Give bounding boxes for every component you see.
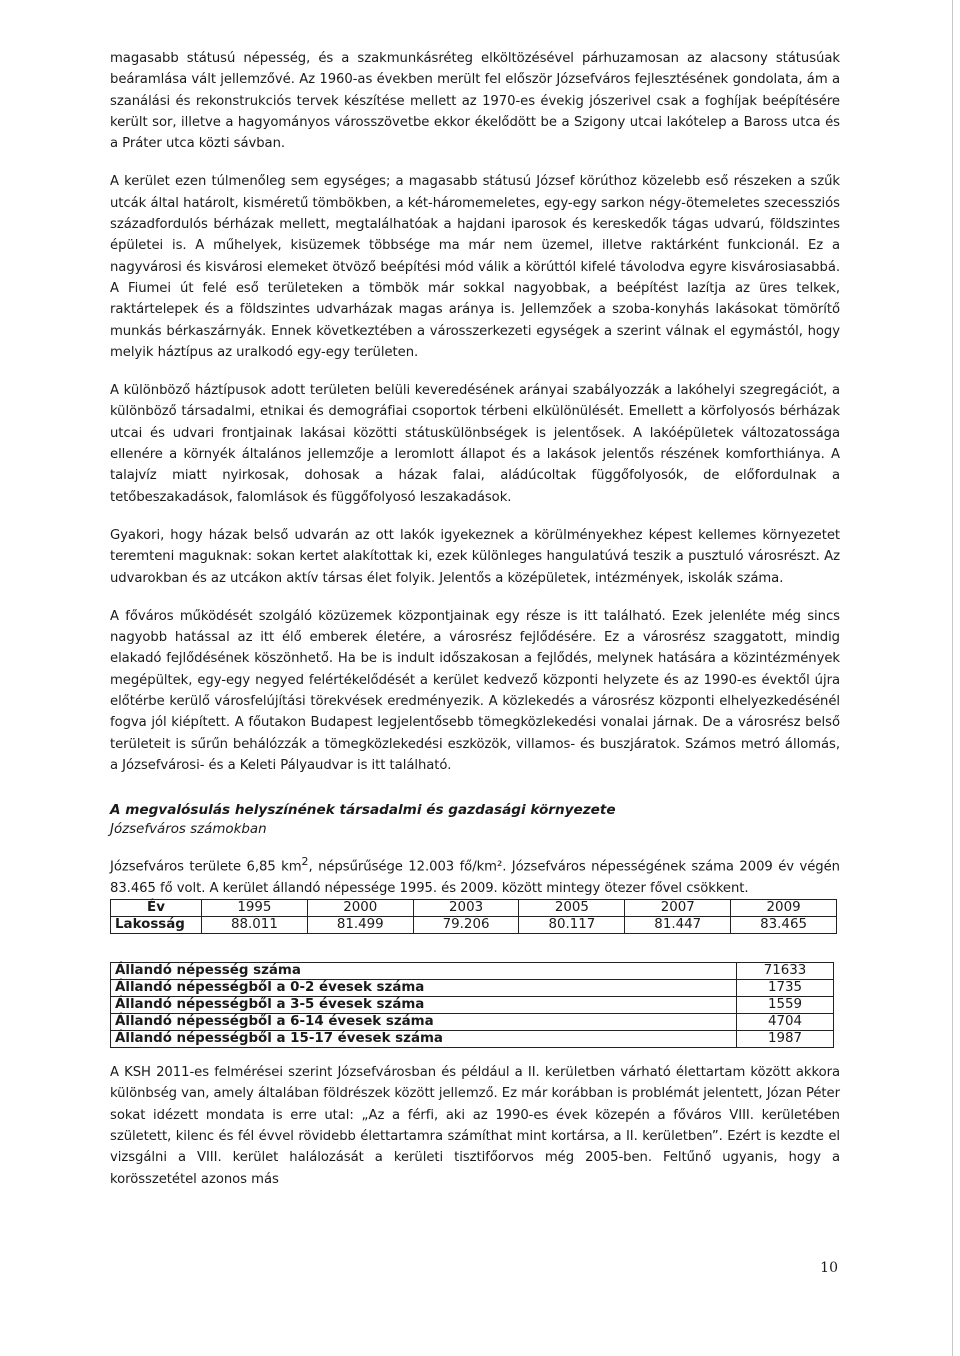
table-row — [111, 963, 834, 980]
paragraph-segregation: A különböző háztípusok adott területen belüli keveredésének arányai szabályozzák a lakóhelyi szegregációt, a különböző társadalmi, etnikai és demográfiai csoportok térbeni elkülönülését. Emellett a körfolyosós bérházak utcai és udvari frontjainak lakásai közötti státuskülönbségek is jelentősek. A lakóépületek változatossága ellenére a környék általános jellemzője a leromlott állapot és a lakások jelentős részének komforthiánya. A talajvíz miatt nyirkosak, dohosak a házak falai, aládúcoltak függőfolyosók, de előfordulnak a tetőbeszakadások, falomlások és függőfolyosó leszakadások. — [110, 383, 840, 505]
population-cell: 80.117 — [519, 917, 625, 934]
population-cell: 83.465 — [731, 917, 837, 934]
resident-value-cell: 71633 — [737, 963, 834, 980]
year-header-cell: Év — [111, 900, 202, 917]
resident-label-cell: Állandó népesség száma — [111, 963, 737, 980]
population-header-cell: Lakosság — [111, 917, 202, 934]
paragraph-utilities-transport: A főváros működését szolgáló közüzemek központjainak egy része is itt található. Ezek jelenléte még sincs nagyobb hatással az itt élő emberek életére, a városrész fejlődésére. Ez a városrész szaggatott, mindig elakadó fejlődésének köszönhető. Ha be is indult időszakosan a fejlődés, melynek hatására a közintézmények megépültek, egy-egy negyed felértékelődését a kerület kedvező központi helyzete és az 1990-es évektől újra előtérbe kerülő városfelújítási törekvések eredményezik. A közlekedés a városrész központi elhelyezkedésénél fogva jól kiépített. A főutakon Budapest legjelentősebb tömegközlekedési vonalai járnak. De a városrész belső területeit is sűrűn behálózzák a tömegközlekedési eszközök, villamos- és buszjáratok. Számos metró állomás, a Józsefvárosi- és a Keleti Pályaudvar is itt található. — [110, 608, 840, 773]
resident-value-cell: 1987 — [737, 1031, 834, 1048]
resident-label-cell: Állandó népességből a 0-2 évesek száma — [111, 980, 737, 997]
table-row — [111, 980, 834, 997]
intro-text-area: Józsefváros területe 6,85 km — [110, 859, 302, 875]
resident-population-table — [110, 962, 834, 1048]
document-page — [110, 48, 840, 1207]
resident-label-cell: Állandó népességből a 3-5 évesek száma — [111, 997, 737, 1014]
year-cell: 2009 — [731, 900, 837, 917]
population-cell: 79.206 — [413, 917, 519, 934]
population-cell: 88.011 — [202, 917, 308, 934]
table-row-years — [111, 900, 837, 917]
year-cell: 1995 — [202, 900, 308, 917]
resident-value-cell: 1735 — [737, 980, 834, 997]
intro-text-rest: , népsűrűsége 12.003 fő/km². Józsefváros népességének száma 2009 év végén 83.465 fő volt. A kerület állandó népessége 1995. és 2009. között mintegy ötezer fővel csökkent. — [110, 859, 840, 896]
year-cell: 2003 — [413, 900, 519, 917]
table-row-population — [111, 917, 837, 934]
resident-value-cell: 1559 — [737, 997, 834, 1014]
year-cell: 2007 — [625, 900, 731, 917]
table-row — [111, 1014, 834, 1031]
intro-superscript: 2 — [301, 855, 309, 869]
year-cell: 2000 — [307, 900, 413, 917]
population-cell: 81.499 — [307, 917, 413, 934]
section-heading: A megvalósulás helyszínének társadalmi és gazdasági környezete — [110, 802, 616, 819]
paragraph-life-expectancy: A KSH 2011-es felmérései szerint Józsefvárosban és például a II. kerületben várható élettartam között akkora különbség van, amely általában földrészek között jellemző. Ez már korábban is problémát jelentett, Józan Péter sokat idézett mondata is erre utal: „Az a férfi, aki az 1990-es évek közepén a főváros VIII. kerületében született, kilenc és fél évvel rövidebb élettartamra számíthat mint kortársa, a II. kerületben”. Ezért is kezdte el vizsgálni a VIII. kerület halálozását a kerületi tisztifőorvos még 2005-ben. Feltűnő ugyanis, hogy a korösszetétel azonos más — [110, 1065, 840, 1187]
resident-label-cell: Állandó népességből a 15-17 évesek száma — [111, 1031, 737, 1048]
population-cell: 81.447 — [625, 917, 731, 934]
population-by-year-table — [110, 899, 837, 934]
scan-edge-line — [952, 0, 953, 1356]
page-number: 10 — [820, 1260, 838, 1276]
section-subheading: Józsefváros számokban — [110, 822, 267, 838]
intro-paragraph — [110, 851, 840, 899]
year-cell: 2005 — [519, 900, 625, 917]
paragraph-building-types: A kerület ezen túlmenőleg sem egységes; a magasabb státusú József körúthoz közelebb eső részeken a szűk utcák által határolt, kisméretű tömbökben, a két-háromemeletes, egy-egy sarkon négy-ötemeletes szecessziós századfordulós bérházak mellett, megtalálhatóak a hajdani iparosok és kereskedők tágas udvarú, földszintes épületei is. A műhelyek, kisüzemek többsége ma már nem üzemel, illetve raktárként funkcionál. Ez a nagyvárosi és kisvárosi elemeket ötvöző beépítési mód válik a körúttól kifelé távolodva egyre kisvárosiasabbá. A Fiumei út felé eső területeken a tömbök már sokkal nagyobbak, a beépítést lazítja az üres telkek, raktártelepek és a földszintes udvarházak magas aránya is. Jellemzőek a szoba-konyhás lakásokat tömörítő munkás bérkaszárnyák. Ennek következtében a városszerkezeti egységek a szerint válnak el egymástól, hogy melyik háztípus az uralkodó egy-egy területen. — [110, 174, 840, 360]
table-row — [111, 1031, 834, 1048]
resident-value-cell: 4704 — [737, 1014, 834, 1031]
paragraph-history: magasabb státusú népesség, és a szakmunkásréteg elköltözésével párhuzamosan az alacsony státusúak beáramlása vált jellemzővé. Az 1960-as években merült fel először Józsefváros fejlesztésének gondolata, ám a szanálási és rekonstrukciós tervek készítése mellett az 1970-es évekig jószerivel csak a foghíjak beépítésére került sor, illetve a hagyományos városszövetbe ekkor ékelődött be a Szigony utcai lakótelep a Baross utca és a Práter utca közti sávban. — [110, 51, 840, 152]
table-row — [111, 997, 834, 1014]
resident-label-cell: Állandó népességből a 6-14 évesek száma — [111, 1014, 737, 1031]
paragraph-courtyards: Gyakori, hogy házak belső udvarán az ott lakók igyekeznek a körülményekhez képest kellemes környezetet teremteni maguknak: sokan kertet alakítottak ki, ezek különleges hangulatúvá teszik a pusztuló városrészt. Az udvarokban és az utcákon aktív társas élet folyik. Jelentős a középületek, intézmények, iskolák száma. — [110, 527, 840, 586]
